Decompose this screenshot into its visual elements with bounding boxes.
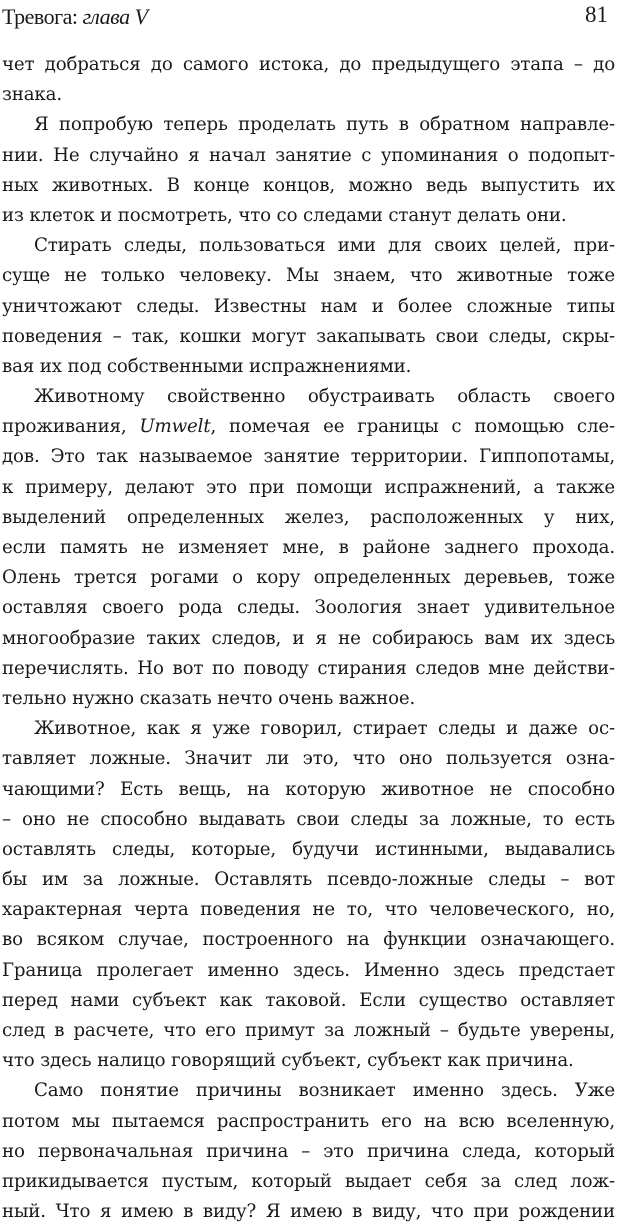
- text-line: но первоначальная причина – это причина следа, который: [2, 1140, 615, 1162]
- running-head-section: Тревога:: [2, 4, 83, 29]
- text-line: перечислять. Но вот по поводу стирания следов мне действи-: [2, 657, 615, 679]
- page-header: [0, 0, 620, 30]
- text-line: Стирать следы, пользоваться ими для своих целей, при-: [34, 235, 615, 257]
- text-line: Животному свойственно обустраивать область своего: [34, 386, 615, 408]
- text-line: оставляя своего рода следы. Зоология знает удивительное: [2, 597, 615, 619]
- text-line: нии. Не случайно я начал занятие с упоминания о подопыт-: [2, 144, 615, 166]
- text-line: характерная черта поведения не то, что человеческого, но,: [2, 899, 615, 921]
- page-number: 81: [585, 2, 608, 27]
- text-line: потом мы пытаемся распространить его на всю вселенную,: [2, 1110, 615, 1132]
- text-line: выделений определенных желез, расположенных у них,: [2, 506, 615, 528]
- text-line: знака.: [2, 84, 62, 106]
- text-line: тельно нужно сказать нечто очень важное.: [2, 687, 416, 709]
- text-line: Я попробую теперь проделать путь в обратном направле-: [34, 114, 615, 136]
- text-line: многообразие таких следов, и я не собираюсь вам их здесь: [2, 627, 615, 649]
- text-line: из клеток и посмотреть, что со следами станут делать они.: [2, 204, 567, 226]
- text-line: Граница пролегает именно здесь. Именно здесь предстает: [2, 959, 615, 981]
- text-line: поведения – так, кошки могут закапывать свои следы, скры-: [2, 325, 615, 347]
- text-line: Олень трется рогами о кору определенных деревьев, тоже: [2, 567, 615, 589]
- text-line: ный. Что я имею в виду? Я имею в виду, что при рождении: [2, 1201, 615, 1223]
- running-head-chapter: глава V: [82, 4, 148, 29]
- text-line: след в расчете, что его примут за ложный – будьте уверены,: [2, 1020, 615, 1041]
- text-line: оставлять следы, которые, будучи истинными, выдавались: [2, 838, 615, 860]
- emphasized-term: Umwelt: [139, 416, 211, 438]
- text-line: уничтожают следы. Известны нам и более сложные типы: [2, 295, 615, 317]
- text-line: к примеру, делают это при помощи испражнений, а также: [2, 476, 615, 498]
- text-line: тавляет ложные. Значит ли это, что оно пользуется озна-: [2, 748, 615, 770]
- text-line: чет добраться до самого истока, до предыдущего этапа – до: [2, 54, 615, 75]
- text-line: что здесь налицо говорящий субъект, субъект как причина.: [2, 1050, 574, 1072]
- text-line: чающими? Есть вещь, на которую животное не способно: [2, 778, 615, 800]
- text-line: вая их под собственными испражнениями.: [2, 355, 412, 377]
- text-line: суще не только человеку. Мы знаем, что животные тоже: [2, 265, 615, 287]
- text-line: перед нами субъект как таковой. Если существо оставляет: [2, 989, 615, 1011]
- text-line: ных животных. В конце концов, можно ведь выпустить их: [2, 174, 615, 196]
- text-fragment: , помечая ее границы с помощью сле-: [210, 416, 615, 438]
- text-line: если память не изменяет мне, в районе заднего прохода.: [2, 537, 615, 558]
- text-fragment: проживания,: [2, 416, 140, 438]
- text-line: дов. Это так называемое занятие территории. Гиппопотамы,: [2, 446, 615, 468]
- text-line: Животное, как я уже говорил, стирает следы и даже ос-: [34, 718, 615, 740]
- text-line: Само понятие причины возникает именно здесь. Уже: [34, 1080, 615, 1102]
- text-line: – оно не способно выдавать свои следы за ложные, то есть: [2, 808, 615, 830]
- text-line: во всяком случае, построенного на функции означающего.: [2, 929, 615, 951]
- text-line: прикидывается пустым, который выдает себя за след лож-: [2, 1170, 615, 1192]
- running-head: [2, 4, 148, 30]
- text-line: [2, 412, 615, 442]
- text-line: бы им за ложные. Оставлять псевдо-ложные следы – вот: [2, 869, 615, 891]
- text-body: [2, 50, 615, 1227]
